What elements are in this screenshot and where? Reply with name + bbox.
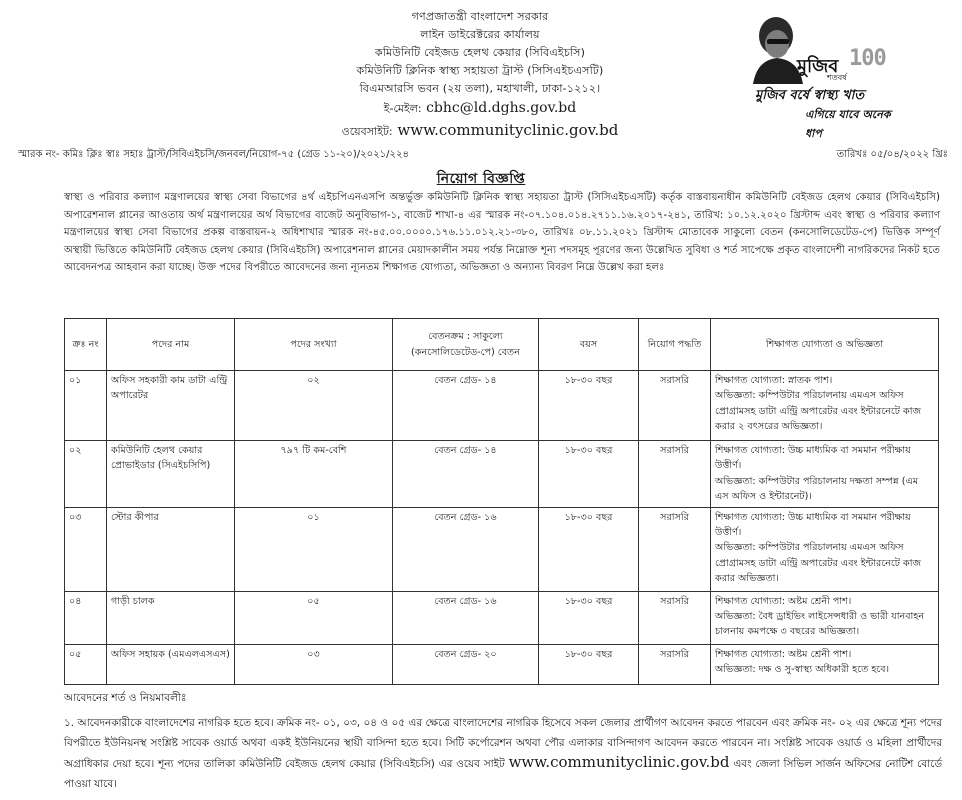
cell-method: সরাসরি: [639, 591, 711, 644]
cell-post: কমিউনিটি হেলথ কেয়ার প্রোভাইডার (সিএইচসিপি): [107, 441, 235, 508]
cell-post: অফিস সহকারী কাম ডাটা এন্ট্রি অপারেটর: [107, 371, 235, 441]
cell-requirements: [711, 441, 939, 508]
website-line: [200, 119, 760, 143]
col-age: বয়স: [539, 319, 639, 371]
posts-table: [64, 318, 939, 685]
table-header-row: [65, 319, 939, 371]
table-row: [65, 441, 939, 508]
email-line: [200, 98, 760, 119]
email-label: ই-মেইল:: [383, 102, 422, 115]
req-experience: অভিজ্ঞতা: কম্পিউটার পরিচালনায় দক্ষতা সম্পন্ন (এম এস অফিস ও ইন্টারনেট)।: [715, 475, 919, 503]
req-experience: অভিজ্ঞতা: কম্পিউটার পরিচালনায় এমএস অফিস প্রোগ্রামসহ ডাটা এন্ট্রি অপারেটর এবং ইন্টারনেটে কাজ করার ২ বৎসরের অভিজ্ঞতা।: [715, 390, 922, 433]
cell-count: ৭৯৭ টি কম-বেশি: [235, 441, 393, 508]
cell-count: ০২: [235, 371, 393, 441]
col-serial: ক্রঃ নং: [65, 319, 107, 371]
cell-serial: ০১: [65, 371, 107, 441]
table-row: [65, 591, 939, 644]
condition-website-link[interactable]: www.communityclinic.gov.bd: [508, 753, 730, 771]
col-pay: বেতনক্রম : সাকুল্যে (কনসোলিডেটেড-পে) বেতন: [393, 319, 539, 371]
cell-pay: বেতন গ্রেড- ১৪: [393, 441, 539, 508]
logo-title: মুজিব: [797, 56, 839, 77]
cell-method: সরাসরি: [639, 507, 711, 591]
cell-post: গাড়ী চালক: [107, 591, 235, 644]
cell-count: ০৩: [235, 644, 393, 684]
cell-pay: বেতন গ্রেড- ১৬: [393, 591, 539, 644]
condition-text-end: এবং জেলা সিভিল সার্জন অফিসের নোটিশ বোর্ডে পাওয়া যাবে।: [64, 758, 942, 790]
req-education: শিক্ষাগত যোগ্যতা: উচ্চ মাধ্যমিক বা সমমান পরীক্ষায় উত্তীর্ণ।: [715, 511, 911, 539]
req-education: শিক্ষাগত যোগ্যতা: অষ্টম শ্রেনী পাশ।: [715, 595, 852, 607]
col-method: নিয়োগ পদ্ধতি: [639, 319, 711, 371]
conditions-heading: আবেদনের শর্ত ও নিয়মাবলীঃ: [64, 692, 187, 704]
cell-age: ১৮-৩০ বছর: [539, 644, 639, 684]
website-link[interactable]: www.communityclinic.gov.bd: [397, 121, 619, 139]
program-name: কমিউনিটি বেইজড হেলথ কেয়ার (সিবিএইচসি): [374, 46, 586, 59]
cell-requirements: [711, 371, 939, 441]
cell-method: সরাসরি: [639, 441, 711, 508]
req-education: শিক্ষাগত যোগ্যতা: অষ্টম শ্রেনী পাশ।: [715, 648, 852, 660]
cell-method: সরাসরি: [639, 644, 711, 684]
req-education: শিক্ষাগত যোগ্যতা: উচ্চ মাধ্যমিক বা সমমান পরীক্ষায় উত্তীর্ণ।: [715, 445, 911, 472]
cell-post: অফিস সহায়ক (এমএলএসএস): [107, 644, 235, 684]
table-row: [65, 644, 939, 684]
cell-pay: বেতন গ্রেড- ১৬: [393, 507, 539, 591]
logo-tagline-1: মুজিব বর্ষে স্বাস্থ্য খাত: [755, 88, 865, 103]
logo-subtitle: শতবর্ষ: [827, 73, 847, 82]
cell-serial: ০৩: [65, 507, 107, 591]
req-experience: অভিজ্ঞতা: দক্ষ ও সু-স্বাস্থ্য অধিকারী হতে হবে।: [715, 664, 890, 676]
cell-serial: ০৪: [65, 591, 107, 644]
memo-date: তারিখঃ ০৫/০৪/২০২২ খ্রিঃ: [836, 149, 948, 160]
condition-text: ১. আবেদনকারীকে বাংলাদেশের নাগরিক হতে হবে। ক্রমিক নং- ০১, ০৩, ০৪ ও ০৫ এর ক্ষেত্রে বাংলাদেশের নাগরিক হিসেবে সকল জেলার প্রার্থীগণ আবেদন করতে পারবেন এবং ক্রমিক নং- ০২ এর ক্ষেত্রে শূন্য পদের বিপরীতে ইউনিয়নস্থ সংশ্লিষ্ট সাবেক ওয়ার্ড অথবা একই ইউনিয়নের স্থায়ী বাসিন্দা হতে হবে। সিটি কর্পোরেশন অথবা পৌর এলাকার বাসিন্দাগণ আবেদন করতে পারবেন না। সংশ্লিষ্ট সাবেক ওয়ার্ড ও মহিলা প্রার্থীদের অগ্রাধিকার দেয়া হবে। শূন্য পদের তালিকা কমিউনিটি বেইজড হেলথ কেয়ার (সিবিএইচসি) এর ওয়েব সাইট: [64, 717, 942, 770]
cell-age: ১৮-৩০ বছর: [539, 371, 639, 441]
req-experience: অভিজ্ঞতা: বৈধ ড্রাইভিং লাইসেন্সধারী ও ভারী যানবাহন চালনায় কমপক্ষে ৩ বছরের অভিজ্ঞতা।: [715, 611, 925, 638]
table-row: [65, 507, 939, 591]
mujib-borsho-logo: [735, 14, 895, 140]
logo-tagline-2: এগিয়ে যাবে অনেক ধাপ: [805, 108, 891, 140]
cell-serial: ০৫: [65, 644, 107, 684]
cell-requirements: [711, 507, 939, 591]
cell-age: ১৮-৩০ বছর: [539, 441, 639, 508]
cell-pay: বেতন গ্রেড- ১৪: [393, 371, 539, 441]
website-label: ওয়েবসাইট:: [341, 125, 393, 138]
notice-intro: স্বাস্থ্য ও পরিবার কল্যাণ মন্ত্রণালয়ের স্বাস্থ্য সেবা বিভাগের ৪র্থ এইচপিএনএসপি অন্তর্ভুক্ত কমিউনিটি ক্লিনিক স্বাস্থ্য সহায়তা ট্রাস্ট (সিসিএইচএসটি) কর্তৃক বাস্তবায়নাধীন কমিউনিটি বেইজড হেলথ কেয়ার (সিবিএইচসি) অপারেশনাল প্লানের আওতায় অর্থ মন্ত্রণালয়ের অর্থ বিভাগের বাজেট অনুবিভাগ-১, বাজেট শাখা-৪ এর স্মারক নং-০৭.১০৪.০১৪.২৭১১.১৬.২০১৭-২৪১, তারিখ: ১০.১২.২০২০ খ্রিস্টাব্দ এবং স্বাস্থ্য ও পরিবার কল্যাণ মন্ত্রণালয়ের স্বাস্থ্য সেবা বিভাগের প্রকল্প বাস্তবায়ন-২ অধিশাখার স্মারক নং-৪৫.০০.০০০০.১৭৬.১১.০১২.২১-৩৮০, তারিখঃ ০৮.১১.২০২১ খ্রিস্টাব্দ মোতাবেক সাকুল্যে বেতন (কনসোলিডেটেড-পে) ভিত্তিক সম্পূর্ণ অস্থায়ী ভিত্তিতে কমিউনিটি বেইজড হেলথ কেয়ার (সিবিএইচসি) অপারেশনাল প্লানের মেয়াদকালীন সময় পর্যন্ত নিম্নোক্ত শূন্য পদসমূহ পূরণের জন্য উল্লেখিত সুবিধা ও শর্ত সাপেক্ষে প্রকৃত বাংলাদেশী নাগরিকদের নিকট হতে আবেদনপত্র আহবান করা যাচ্ছে। উক্ত পদের বিপরীতে আবেদনের জন্য ন্যূনতম শিক্ষাগত যোগ্যতা, অভিজ্ঞতা ও অন্যান্য বিবরণ নিম্নে উল্লেখ করা হলঃ: [64, 192, 940, 274]
cell-age: ১৮-৩০ বছর: [539, 507, 639, 591]
notice-title-wrap: [0, 167, 962, 191]
req-education: শিক্ষাগত যোগ্যতা: স্নাতক পাশ।: [715, 375, 833, 386]
logo-number: 100: [849, 46, 886, 71]
condition-item-1: [64, 714, 942, 794]
cell-post: স্টোর কীপার: [107, 507, 235, 591]
col-requirements: শিক্ষাগত যোগ্যতা ও অভিজ্ঞতা: [711, 319, 939, 371]
col-count: পদের সংখ্যা: [235, 319, 393, 371]
cell-count: ০৫: [235, 591, 393, 644]
office-name: লাইন ডাইরেক্টরের কার্যালয়: [420, 28, 540, 41]
govt-name: গণপ্রজাতন্ত্রী বাংলাদেশ সরকার: [411, 10, 549, 23]
cell-age: ১৮-৩০ বছর: [539, 591, 639, 644]
letterhead: [200, 8, 760, 143]
cell-pay: বেতন গ্রেড- ২০: [393, 644, 539, 684]
cell-serial: ০২: [65, 441, 107, 508]
cell-requirements: [711, 591, 939, 644]
email-link[interactable]: cbhc@ld.dghs.gov.bd: [426, 100, 577, 116]
col-post: পদের নাম: [107, 319, 235, 371]
trust-name: কমিউনিটি ক্লিনিক স্বাস্থ্য সহায়তা ট্রাস্ট (সিসিএইচএসটি): [356, 64, 604, 77]
cell-requirements: [711, 644, 939, 684]
office-address: বিএমআরসি ভবন (২য় তলা), মহাখালী, ঢাকা-১২১২।: [359, 82, 601, 95]
memo-reference: স্মারক নং- কমিঃ ক্লিঃ স্বাঃ সহাঃ ট্রাস্ট/সিবিএইচসি/জনবল/নিয়োগ-৭৫ (গ্রেড ১১-২০)/২০২১/২২৪: [18, 149, 409, 160]
req-experience: অভিজ্ঞতা: কম্পিউটার পরিচালনায় এমএস অফিস প্রোগ্রামসহ ডাটা এন্ট্রি অপারেটর এবং ইন্টারনেটে কাজ করার অভিজ্ঞতা।: [715, 542, 922, 585]
notice-title: নিয়োগ বিজ্ঞপ্তি: [436, 171, 526, 187]
cell-method: সরাসরি: [639, 371, 711, 441]
cell-count: ০১: [235, 507, 393, 591]
table-row: [65, 371, 939, 441]
